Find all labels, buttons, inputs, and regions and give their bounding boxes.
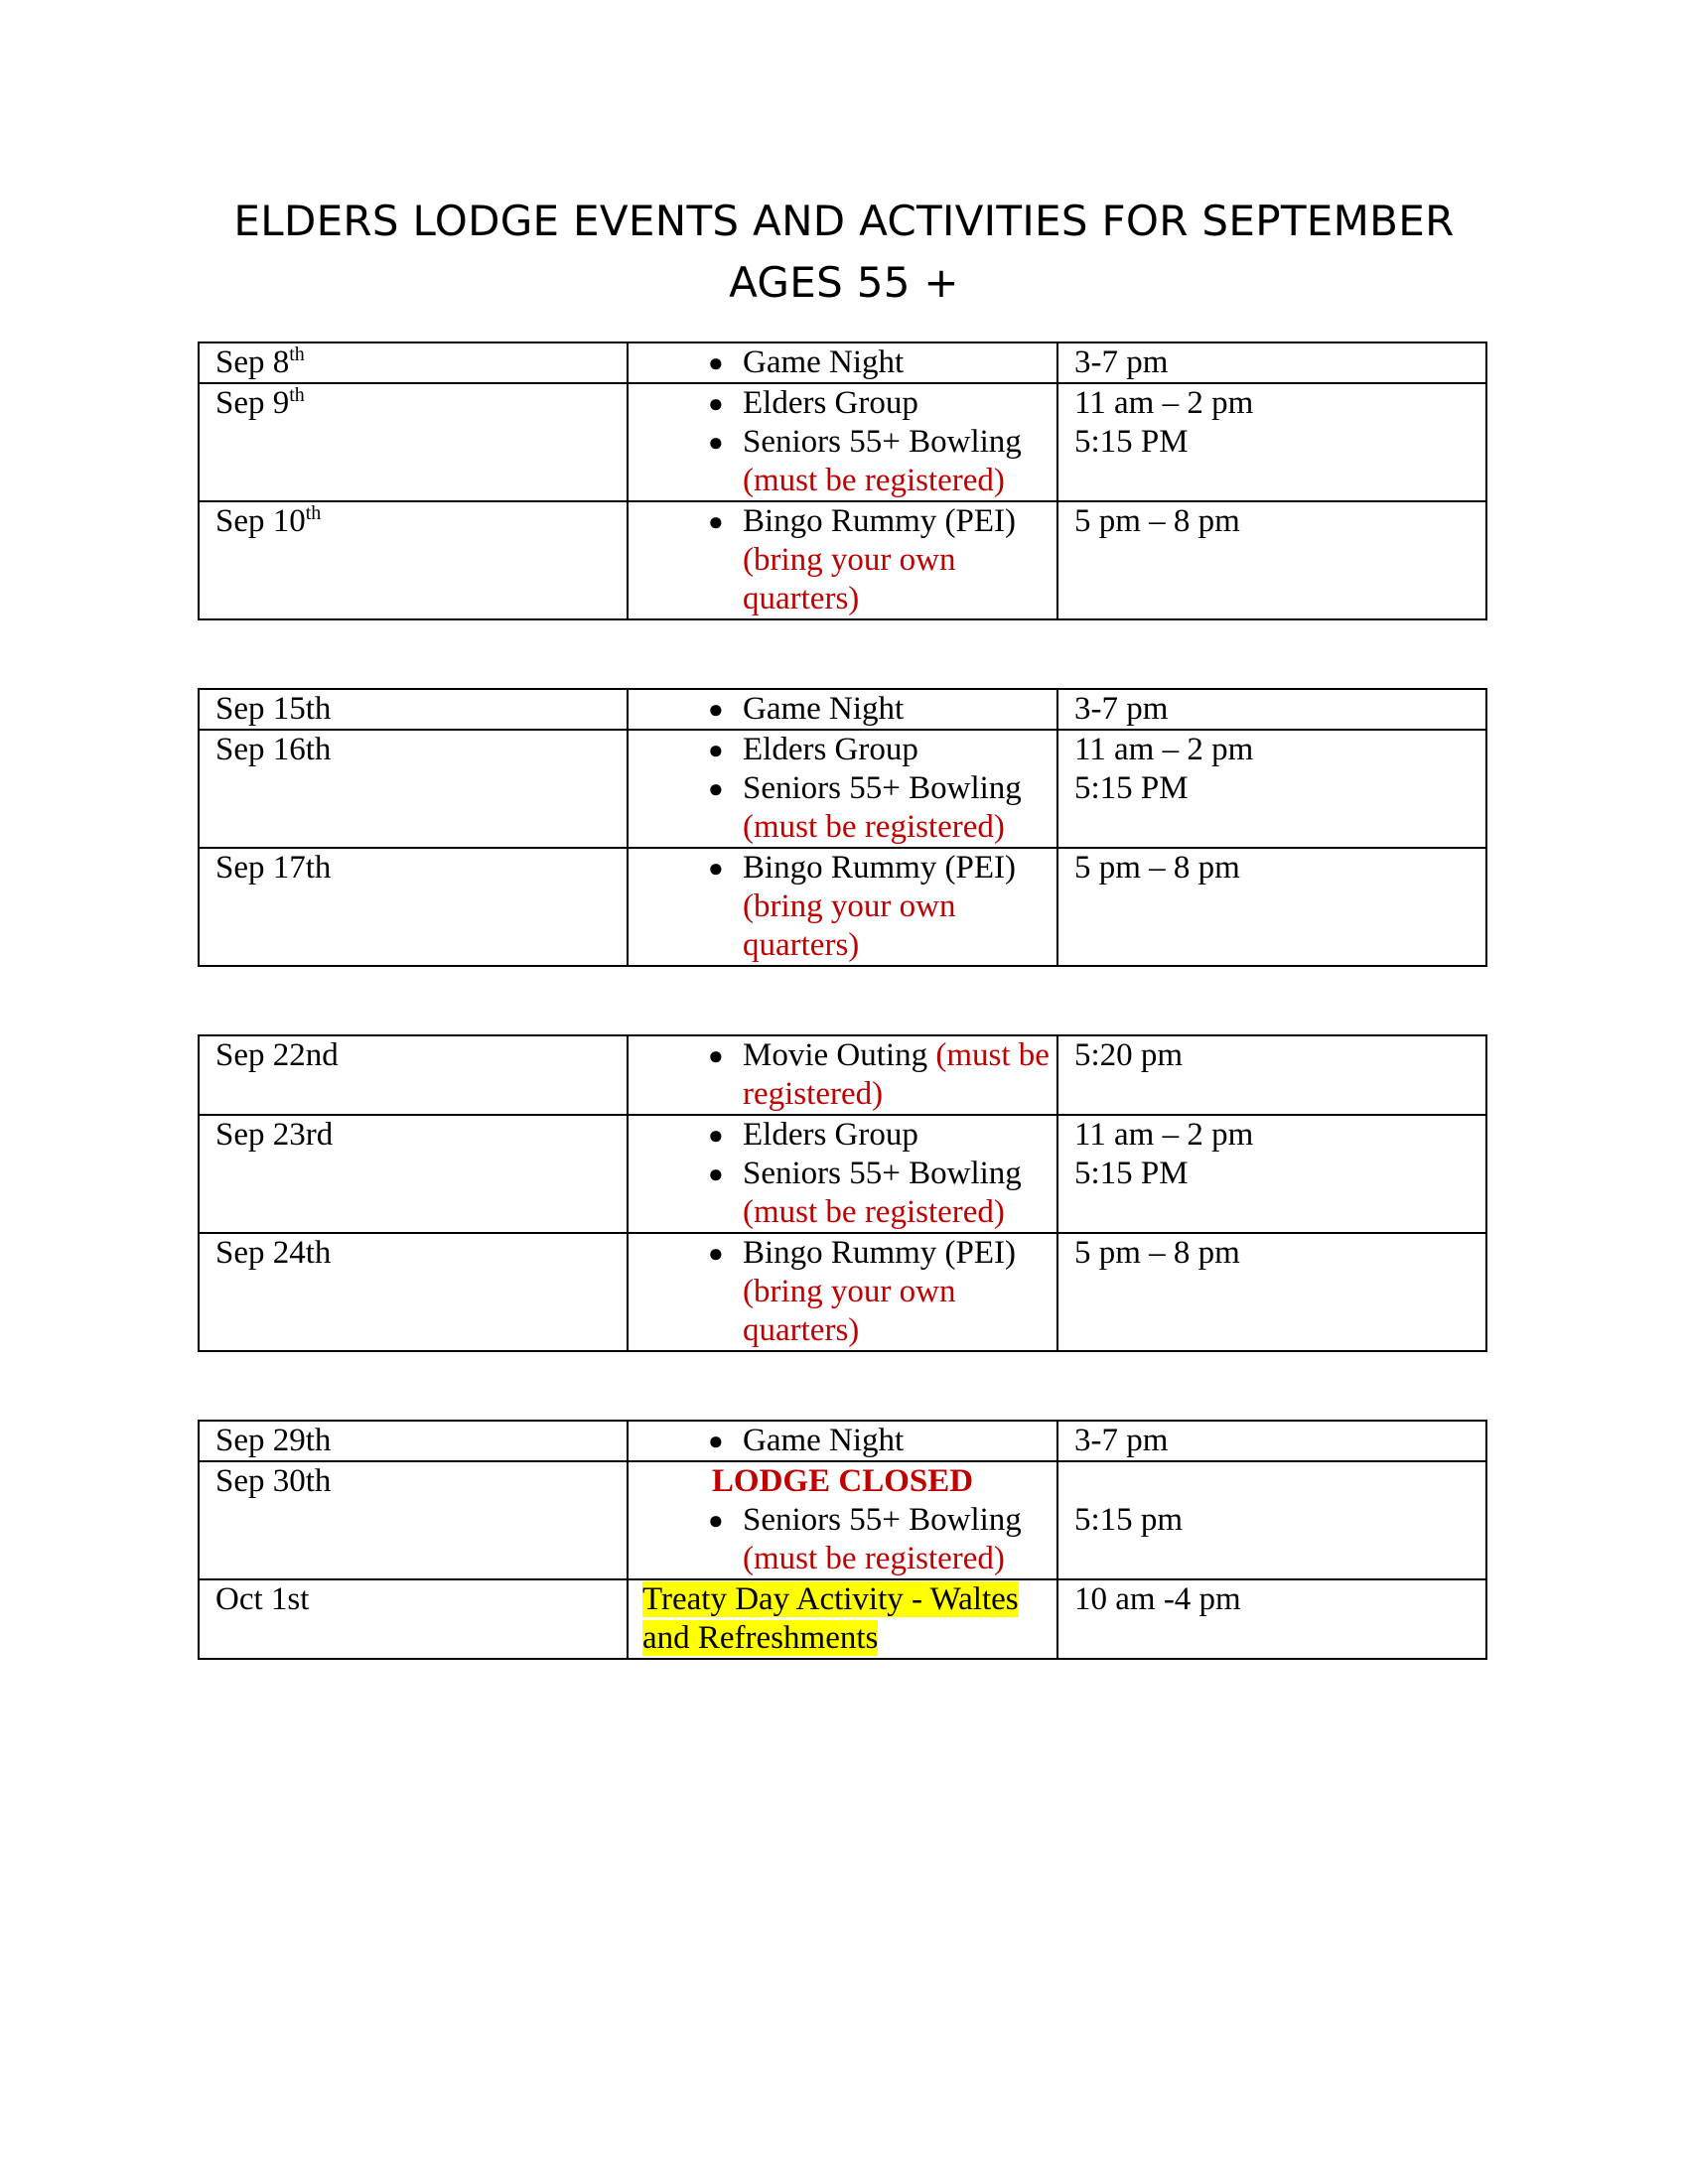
schedule-row	[199, 1115, 1486, 1233]
activity-item: ● Elders Group	[708, 385, 918, 421]
date-cell: Sep 24th	[199, 1233, 628, 1351]
schedule-row	[199, 730, 1486, 848]
activity-item: ● Movie Outing (must be registered)	[708, 1037, 1050, 1112]
page-subtitle: AGES 55 +	[729, 258, 959, 307]
activity-cell	[628, 848, 1057, 966]
bullet-icon: ●	[708, 1160, 724, 1188]
activity-item: ● Game Night	[708, 691, 905, 727]
schedule-row	[199, 1233, 1486, 1351]
activity-item: ● Seniors 55+ Bowling (must be registered)	[708, 770, 1022, 845]
date-cell: Sep 29th	[199, 1421, 628, 1461]
time-cell: 3-7 pm	[1057, 1421, 1486, 1461]
quarters-note: (bring your own quarters)	[743, 542, 956, 616]
registration-note: (must be registered)	[743, 809, 1005, 845]
schedule-row	[199, 501, 1486, 619]
schedule-row	[199, 1421, 1486, 1461]
activity-cell	[628, 1421, 1057, 1461]
activity-cell	[628, 1115, 1057, 1233]
bullet-icon: ●	[708, 695, 724, 724]
quarters-note: (bring your own quarters)	[743, 1274, 956, 1348]
activity-cell	[628, 730, 1057, 848]
schedule-table-week-3	[198, 1034, 1487, 1352]
activity-cell	[628, 501, 1057, 619]
time-cell: 3-7 pm	[1057, 342, 1486, 383]
schedule-row	[199, 1461, 1486, 1579]
activity-item: ● Elders Group	[708, 732, 918, 767]
bullet-icon: ●	[708, 507, 724, 536]
bullet-icon: ●	[708, 348, 724, 377]
time-cell: 11 am – 2 pm 5:15 PM	[1057, 730, 1486, 848]
bullet-icon: ●	[708, 774, 724, 803]
bullet-icon: ●	[708, 1041, 724, 1070]
bullet-icon: ●	[708, 1506, 724, 1535]
time-cell: 3-7 pm	[1057, 689, 1486, 730]
bullet-icon: ●	[708, 1239, 724, 1268]
schedule-table-week-4	[198, 1420, 1487, 1660]
time-cell: 5 pm – 8 pm	[1057, 848, 1486, 966]
activity-cell	[628, 1579, 1057, 1659]
activity-item: ● Seniors 55+ Bowling (must be registered)	[708, 424, 1022, 498]
date-cell: Sep 22nd	[199, 1035, 628, 1115]
activity-cell	[628, 1233, 1057, 1351]
date-cell: Sep 17th	[199, 848, 628, 966]
time-cell: 11 am – 2 pm 5:15 PM	[1057, 383, 1486, 501]
time-cell: 10 am -4 pm	[1057, 1579, 1486, 1659]
quarters-note: (bring your own quarters)	[743, 888, 956, 963]
activity-item: ● Game Night	[708, 1423, 905, 1458]
activity-item: ● Bingo Rummy (PEI) (bring your own quarters)	[708, 850, 1017, 963]
activity-cell	[628, 1035, 1057, 1115]
schedule-table-week-2	[198, 688, 1487, 967]
date-cell: Sep 16th	[199, 730, 628, 848]
date-cell: Sep 10th	[199, 501, 628, 619]
lodge-closed-notice: LODGE CLOSED	[711, 1463, 974, 1499]
schedule-row	[199, 342, 1486, 383]
activity-item: ● Seniors 55+ Bowling (must be registered)	[708, 1502, 1022, 1576]
registration-note: (must be registered)	[743, 1541, 1005, 1576]
activity-item: ● Bingo Rummy (PEI) (bring your own quarters)	[708, 1235, 1017, 1348]
activity-item: ● Seniors 55+ Bowling (must be registered)	[708, 1156, 1022, 1230]
bullet-icon: ●	[708, 428, 724, 457]
time-cell: 5 pm – 8 pm	[1057, 1233, 1486, 1351]
treaty-day-highlight: Treaty Day Activity - Waltes and Refreshments	[642, 1581, 1019, 1656]
schedule-row	[199, 383, 1486, 501]
bullet-icon: ●	[708, 1427, 724, 1455]
bullet-icon: ●	[708, 1121, 724, 1150]
schedule-row	[199, 1035, 1486, 1115]
date-cell: Sep 8th	[199, 342, 628, 383]
schedule-row	[199, 1579, 1486, 1659]
registration-note: (must be registered)	[743, 1037, 1050, 1112]
bullet-icon: ●	[708, 736, 724, 764]
page-title: ELDERS LODGE EVENTS AND ACTIVITIES FOR SEPTEMBER	[233, 197, 1455, 245]
activity-cell	[628, 342, 1057, 383]
schedule-row	[199, 848, 1486, 966]
time-cell: 5:20 pm	[1057, 1035, 1486, 1115]
registration-note: (must be registered)	[743, 463, 1005, 498]
activity-cell	[628, 1461, 1057, 1579]
activity-cell	[628, 383, 1057, 501]
date-cell: Sep 30th	[199, 1461, 628, 1579]
time-cell: 5:15 pm	[1057, 1461, 1486, 1579]
registration-note: (must be registered)	[743, 1194, 1005, 1230]
time-cell: 11 am – 2 pm 5:15 PM	[1057, 1115, 1486, 1233]
date-cell: Sep 23rd	[199, 1115, 628, 1233]
bullet-icon: ●	[708, 389, 724, 418]
activity-item: ● Game Night	[708, 344, 905, 380]
date-cell: Sep 15th	[199, 689, 628, 730]
activity-item: ● Bingo Rummy (PEI) (bring your own quarters)	[708, 503, 1017, 616]
date-cell: Sep 9th	[199, 383, 628, 501]
time-cell: 5 pm – 8 pm	[1057, 501, 1486, 619]
activity-cell	[628, 689, 1057, 730]
bullet-icon: ●	[708, 854, 724, 883]
activity-item: ● Elders Group	[708, 1117, 918, 1153]
schedule-table-week-1	[198, 341, 1487, 620]
date-cell: Oct 1st	[199, 1579, 628, 1659]
schedule-row	[199, 689, 1486, 730]
